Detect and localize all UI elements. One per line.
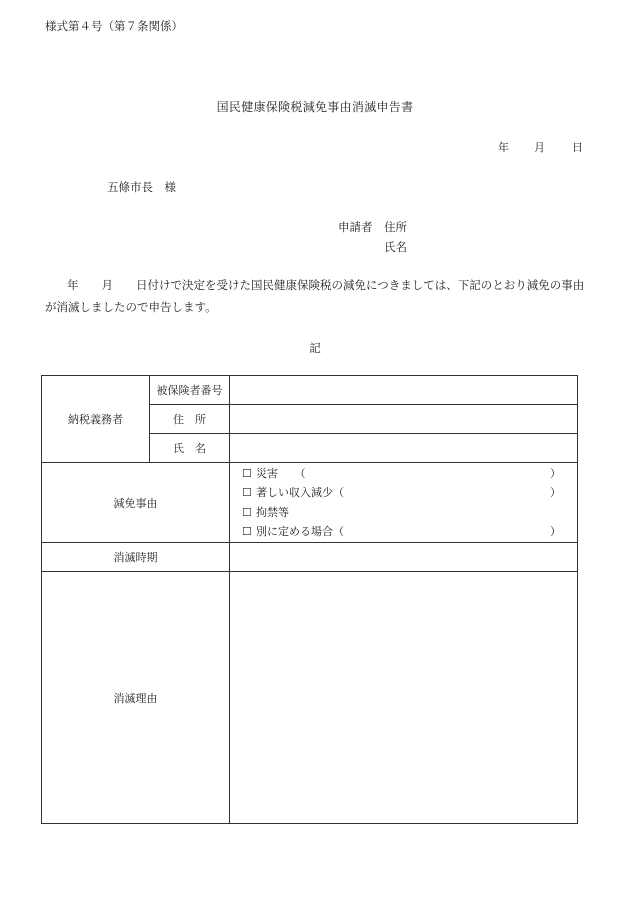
document-title: 国民健康保険税減免事由消滅申告書	[216, 100, 414, 114]
taxpayer-label: 納税義務者	[42, 376, 150, 463]
declaration-table	[41, 375, 578, 824]
checkbox-icon[interactable]: ☐	[242, 466, 252, 480]
date-day-label: 日	[572, 141, 583, 154]
extinction-reason-label: 消滅理由	[42, 572, 230, 824]
reason-option-label: 拘禁等	[256, 505, 289, 519]
reason-option-income-decrease[interactable]	[230, 483, 577, 503]
date-line	[498, 139, 583, 155]
reason-option-other[interactable]	[230, 522, 577, 542]
taxpayer-name-field[interactable]	[230, 434, 578, 463]
reason-option-label: 著しい収入減少（	[256, 486, 344, 499]
date-month-label: 月	[534, 141, 545, 154]
closing-paren: ）	[550, 525, 561, 538]
checkbox-icon[interactable]: ☐	[242, 525, 252, 538]
exemption-reason-options	[230, 463, 578, 543]
body-month-label: 月	[101, 278, 113, 292]
date-year-label: 年	[498, 141, 509, 154]
applicant-label: 申請者	[338, 220, 373, 234]
reason-option-label: 災害 （	[256, 466, 306, 480]
reason-option-detention[interactable]	[230, 503, 577, 523]
exemption-reason-label: 減免事由	[42, 463, 230, 543]
checkbox-icon[interactable]: ☐	[242, 486, 252, 499]
taxpayer-address-label: 住 所	[150, 405, 230, 434]
addressee: 五條市長 様	[107, 180, 176, 194]
closing-paren: ）	[550, 466, 561, 480]
applicant-address-row	[338, 219, 407, 235]
reason-option-label: 別に定める場合（	[256, 525, 344, 538]
extinction-reason-field[interactable]	[230, 572, 578, 824]
taxpayer-name-label: 氏 名	[150, 434, 230, 463]
insured-number-field[interactable]	[230, 376, 578, 405]
closing-paren: ）	[550, 486, 561, 499]
note-heading: 記	[309, 341, 321, 355]
extinction-time-label: 消滅時期	[42, 543, 230, 572]
extinction-time-field[interactable]	[230, 543, 578, 572]
body-year-label: 年	[67, 278, 79, 292]
insured-number-label: 被保険者番号	[150, 376, 230, 405]
applicant-name-label: 氏名	[384, 240, 407, 254]
checkbox-icon[interactable]: ☐	[242, 505, 252, 519]
body-paragraph	[45, 274, 587, 318]
applicant-address-label: 住所	[384, 220, 407, 234]
body-text: 日付けで決定を受けた国民健康保険税の減免につきましては、下記のとおり減免の事由が消滅しましたので申告します。	[45, 278, 585, 314]
reason-option-disaster[interactable]	[230, 464, 577, 484]
form-number: 様式第４号（第７条関係）	[45, 19, 183, 33]
taxpayer-address-field[interactable]	[230, 405, 578, 434]
